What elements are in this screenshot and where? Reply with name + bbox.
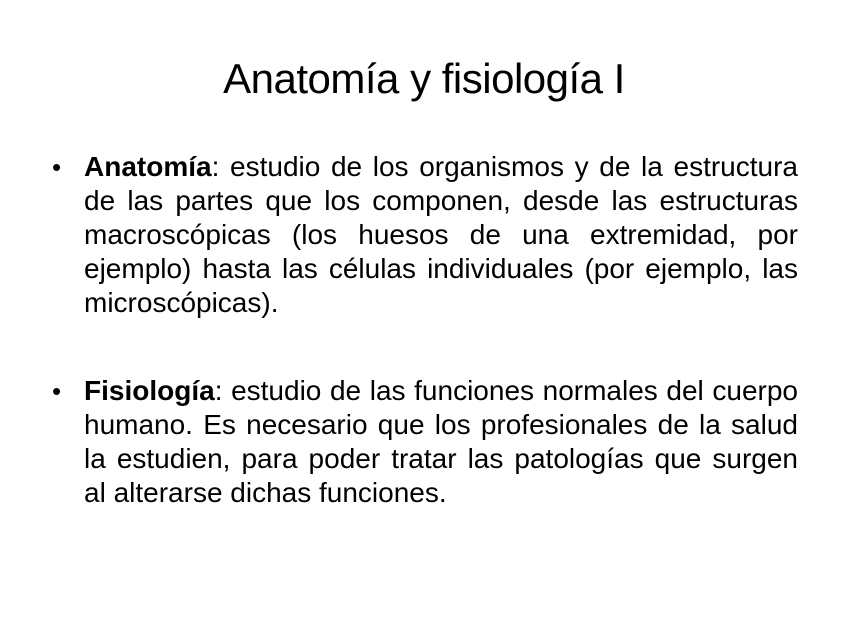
- bullet-anatomia: [52, 150, 798, 320]
- bullet-term: Fisiología: [84, 375, 215, 406]
- bullet-text: : estudio de las funciones normales del cuerpo humano. Es necesario que los profesionales de la salud la estudien, para poder tratar las patologías que surgen al alterarse dichas funciones.: [84, 375, 798, 508]
- bullet-dot-icon: •: [52, 376, 62, 406]
- bullet-dot-icon: •: [52, 152, 62, 182]
- bullet-list: [52, 150, 798, 510]
- bullet-fisiologia: [52, 374, 798, 510]
- slide-title: Anatomía y fisiología I: [223, 55, 625, 102]
- bullet-text: : estudio de los organismos y de la estructura de las partes que los componen, desde las estructuras macroscópicas (los huesos de una extremidad, por ejemplo) hasta las células individuales (por ejemplo, las microscópicas).: [84, 151, 798, 318]
- bullet-term: Anatomía: [84, 151, 212, 182]
